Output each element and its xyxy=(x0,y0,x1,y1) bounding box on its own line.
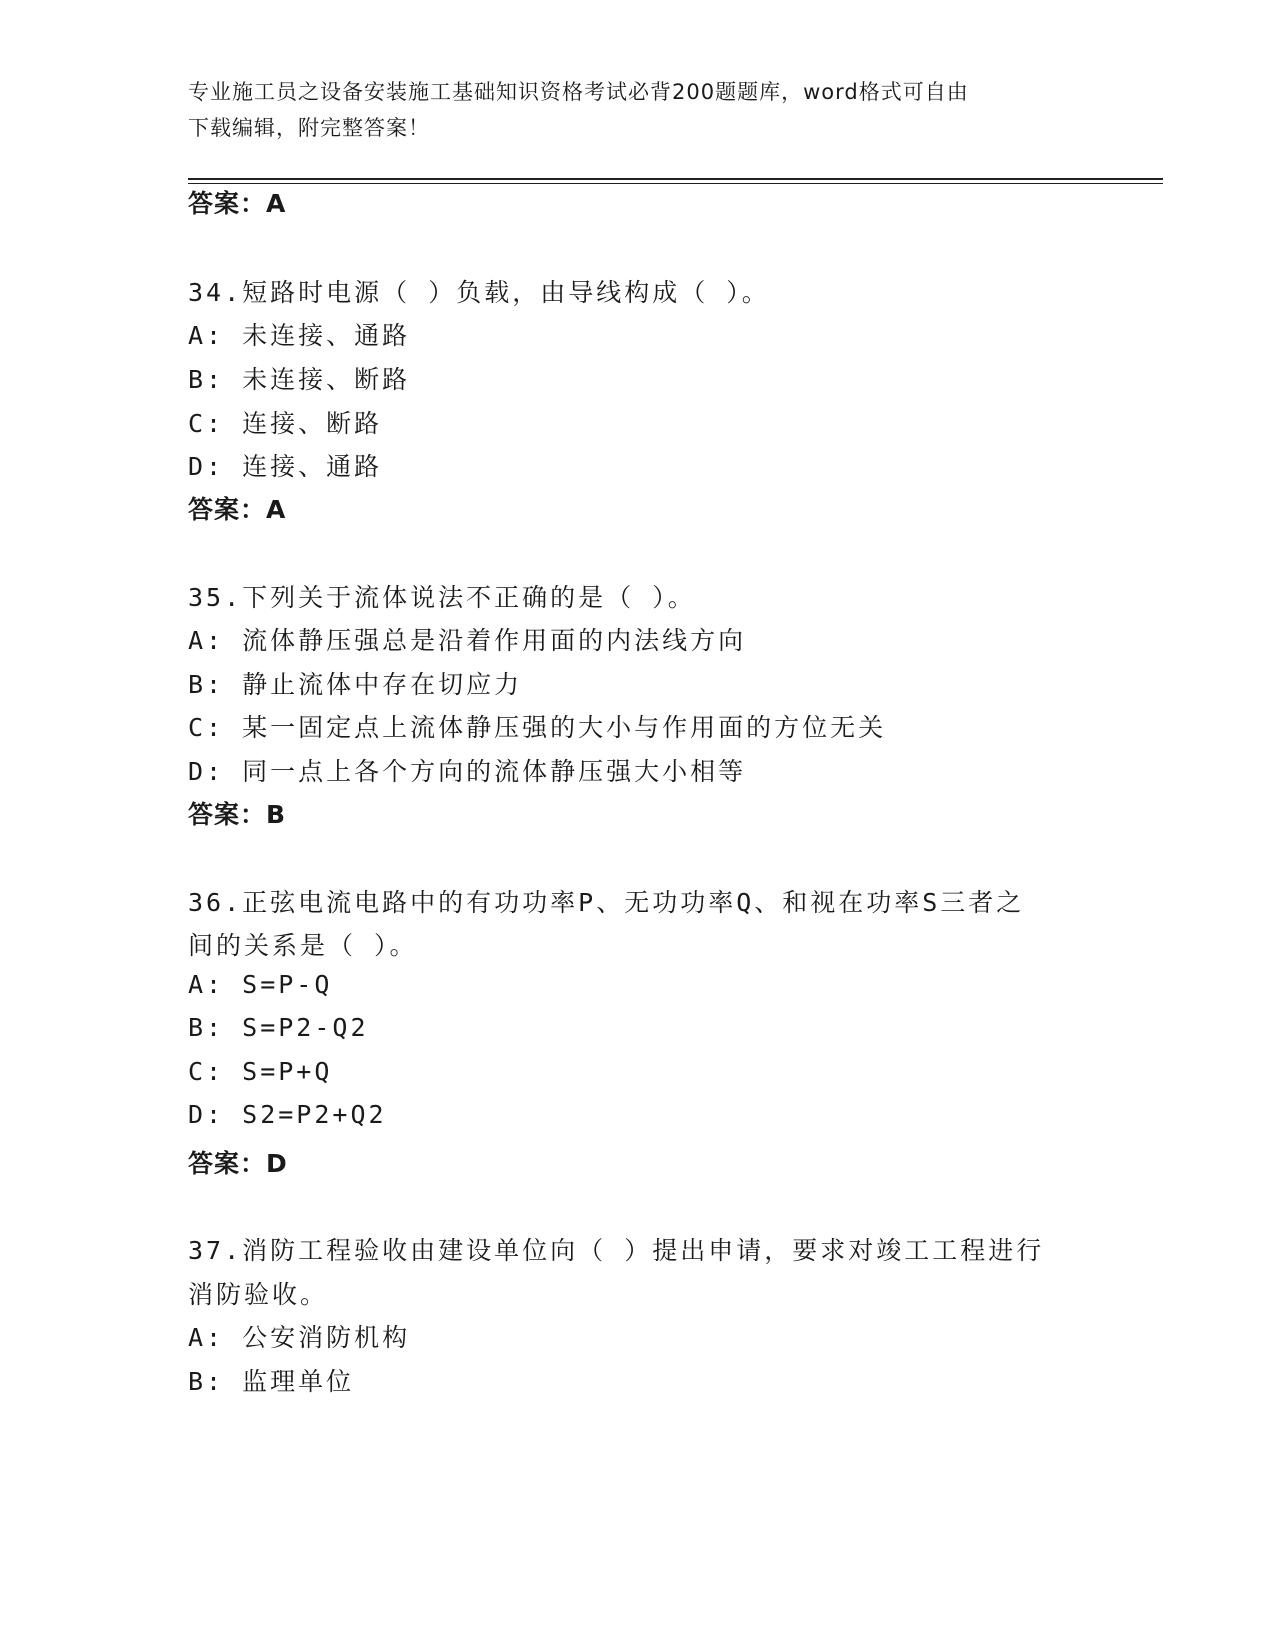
question-36-option-b: B: S=P2-Q2 xyxy=(188,1013,369,1042)
question-35-option-d: D: 同一点上各个方向的流体静压强大小相等 xyxy=(188,757,747,786)
question-35-option-a: A: 流体静压强总是沿着作用面的内法线方向 xyxy=(188,626,747,655)
question-36-answer: 答案：D xyxy=(188,1149,288,1178)
question-36-option-d: D: S2=P2+Q2 xyxy=(188,1100,387,1129)
header-divider-thick xyxy=(188,178,1163,180)
question-34-option-d: D: 连接、通路 xyxy=(188,452,383,481)
question-35-option-c: C: 某一固定点上流体静压强的大小与作用面的方位无关 xyxy=(188,713,887,742)
question-36-stem-line-1: 36.正弦电流电路中的有功功率P、无功功率Q、和视在功率S三者之 xyxy=(188,888,1025,917)
question-35-answer: 答案：B xyxy=(188,800,287,829)
document-header xyxy=(188,74,1088,146)
header-divider-thin xyxy=(188,183,1163,184)
question-36-stem-line-2: 间的关系是（ ）。 xyxy=(188,931,418,960)
header-line-2: 下载编辑，附完整答案！ xyxy=(188,116,430,140)
question-36-option-c: C: S=P+Q xyxy=(188,1057,333,1086)
document-page xyxy=(188,0,1163,1650)
question-34-option-a: A: 未连接、通路 xyxy=(188,321,411,350)
question-37-stem-line-1: 37.消防工程验收由建设单位向（ ）提出申请，要求对竣工工程进行 xyxy=(188,1236,1045,1265)
previous-answer: 答案：A xyxy=(188,189,287,218)
header-line-1: 专业施工员之设备安装施工基础知识资格考试必背200题题库，word格式可自由 xyxy=(188,80,969,104)
question-35-stem: 35.下列关于流体说法不正确的是（ ）。 xyxy=(188,583,696,612)
question-34-stem: 34.短路时电源（ ）负载，由导线构成（ ）。 xyxy=(188,278,770,307)
question-34-answer: 答案：A xyxy=(188,495,287,524)
question-35-option-b: B: 静止流体中存在切应力 xyxy=(188,670,523,699)
question-34-option-c: C: 连接、断路 xyxy=(188,409,383,438)
question-37-option-a: A: 公安消防机构 xyxy=(188,1323,411,1352)
question-34-option-b: B: 未连接、断路 xyxy=(188,365,411,394)
question-37-option-b: B: 监理单位 xyxy=(188,1367,355,1396)
question-37-stem-line-2: 消防验收。 xyxy=(188,1280,329,1309)
question-36-option-a: A: S=P-Q xyxy=(188,970,333,999)
